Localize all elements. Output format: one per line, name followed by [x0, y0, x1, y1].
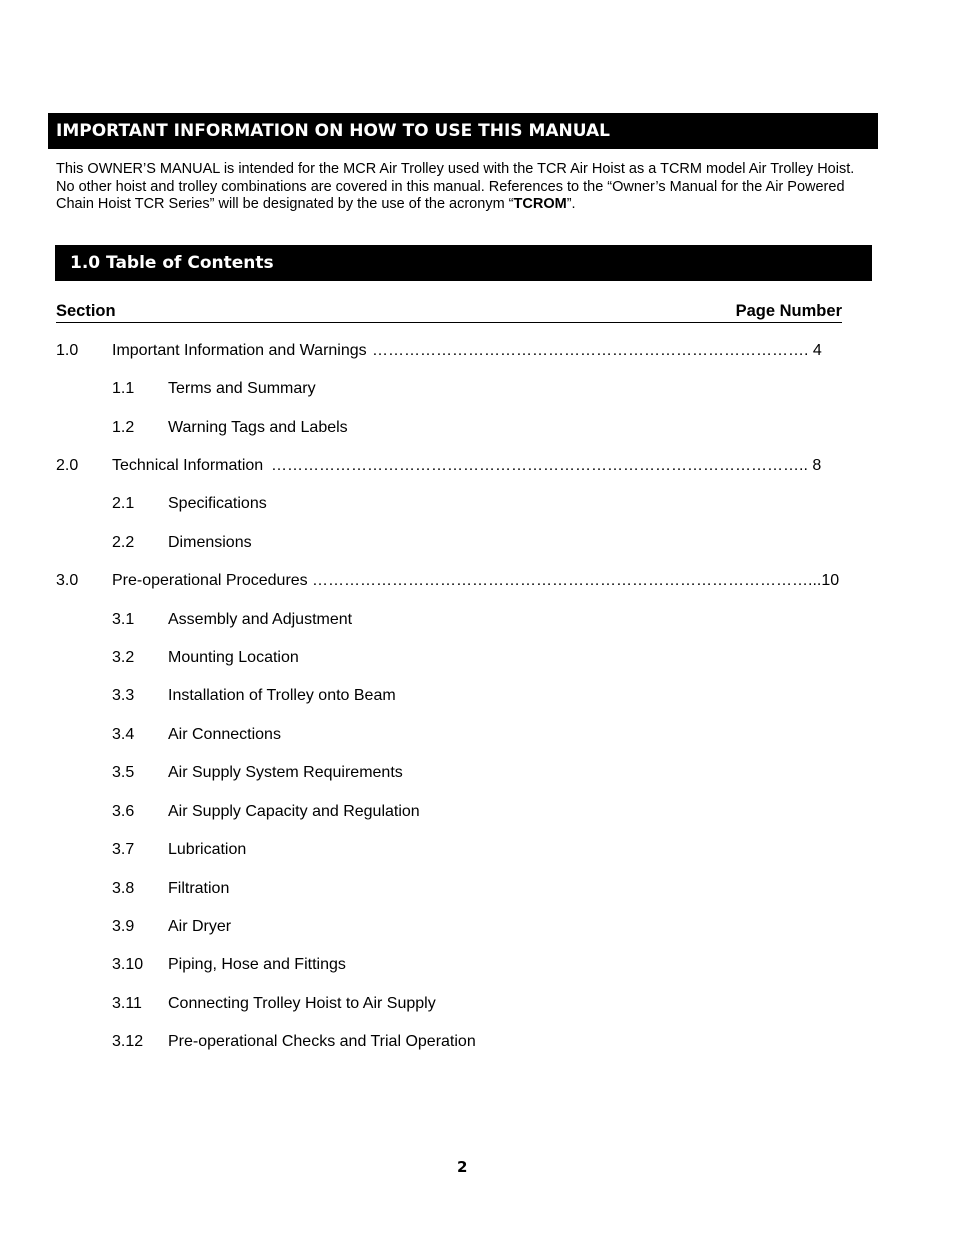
toc-entry-title: Technical Information	[112, 457, 264, 474]
manual-info-header	[48, 113, 878, 149]
toc-column-header	[56, 302, 842, 323]
toc-entry-title: Important Information and Warnings	[112, 342, 367, 359]
toc-entry-title: Air Supply System Requirements	[168, 764, 403, 781]
toc-entry-number: 3.1	[112, 611, 135, 628]
toc-entry-title: Pre-operational Checks and Trial Operation	[168, 1033, 476, 1050]
toc-entry-number: 3.7	[112, 841, 135, 858]
toc-entry-title: Connecting Trolley Hoist to Air Supply	[168, 995, 436, 1012]
toc-entry-title: Filtration	[168, 880, 230, 897]
toc-entry-number: 3.8	[112, 880, 135, 897]
toc-entry-title: Assembly and Adjustment	[168, 611, 353, 628]
toc-entry-leader: ………………………………………………………………………. 4	[372, 342, 822, 359]
toc-entry-title: Mounting Location	[168, 649, 299, 666]
manual-info-title: IMPORTANT INFORMATION ON HOW TO USE THIS MANUAL	[56, 121, 611, 141]
toc-entry-title: Air Connections	[168, 726, 281, 743]
toc-col-page: Page Number	[735, 302, 842, 320]
toc-section-header	[55, 245, 872, 281]
toc-entry-number: 3.5	[112, 764, 135, 781]
toc-entry-title: Air Dryer	[168, 918, 232, 935]
toc-entry-number: 1.2	[112, 419, 135, 436]
page-number: 2	[457, 1158, 468, 1176]
intro-paragraph	[56, 161, 866, 214]
intro-text-end: ”.	[566, 196, 576, 212]
toc-entry-number: 3.10	[112, 956, 144, 973]
toc-entry-number: 3.9	[112, 918, 135, 935]
toc-heading: 1.0 Table of Contents	[70, 253, 274, 273]
toc-entry-number: 3.0	[56, 572, 79, 589]
toc-entry-number: 3.3	[112, 687, 135, 704]
toc-entry-number: 2.0	[56, 457, 79, 474]
toc-entry-number: 2.2	[112, 534, 135, 551]
toc-entry-title: Lubrication	[168, 841, 247, 858]
toc-entry-number: 1.0	[56, 342, 79, 359]
toc-entry-number: 3.12	[112, 1033, 144, 1050]
toc-entry-leader: …………………………………………………………………………………...10	[312, 572, 840, 589]
toc-col-section: Section	[56, 302, 116, 320]
toc-entry-leader: ……………………………………………………………………………………….. 8	[271, 457, 822, 474]
toc-entry-title: Specifications	[168, 495, 267, 512]
toc-entry-title: Air Supply Capacity and Regulation	[168, 803, 420, 820]
toc-entry-title: Terms and Summary	[168, 380, 316, 397]
toc-entry-title: Piping, Hose and Fittings	[168, 956, 346, 973]
toc-entry-number: 2.1	[112, 495, 135, 512]
toc-entry-title: Warning Tags and Labels	[168, 419, 348, 436]
toc-entry-number: 3.6	[112, 803, 135, 820]
toc-entry-title: Pre-operational Procedures	[112, 572, 308, 589]
toc-entry-title: Installation of Trolley onto Beam	[168, 687, 396, 704]
toc-entry-number: 1.1	[112, 380, 135, 397]
intro-acronym: TCROM	[513, 196, 567, 212]
toc-entry-number: 3.11	[112, 995, 142, 1012]
toc-entry-title: Dimensions	[168, 534, 252, 551]
toc-entry-number: 3.2	[112, 649, 135, 666]
toc-entry-number: 3.4	[112, 726, 135, 743]
intro-text: This OWNER’S MANUAL is intended for the MCR Air Trolley used with the TCR Air Hoist as a TCRM model Air Trolley Hoist. No other hoist and trolley combinations are covered in this manual. References to the “Owner’s Manual for the Air Powered Chain Hoist TCR Series” will be designated by the use of the acronym “	[56, 161, 855, 212]
